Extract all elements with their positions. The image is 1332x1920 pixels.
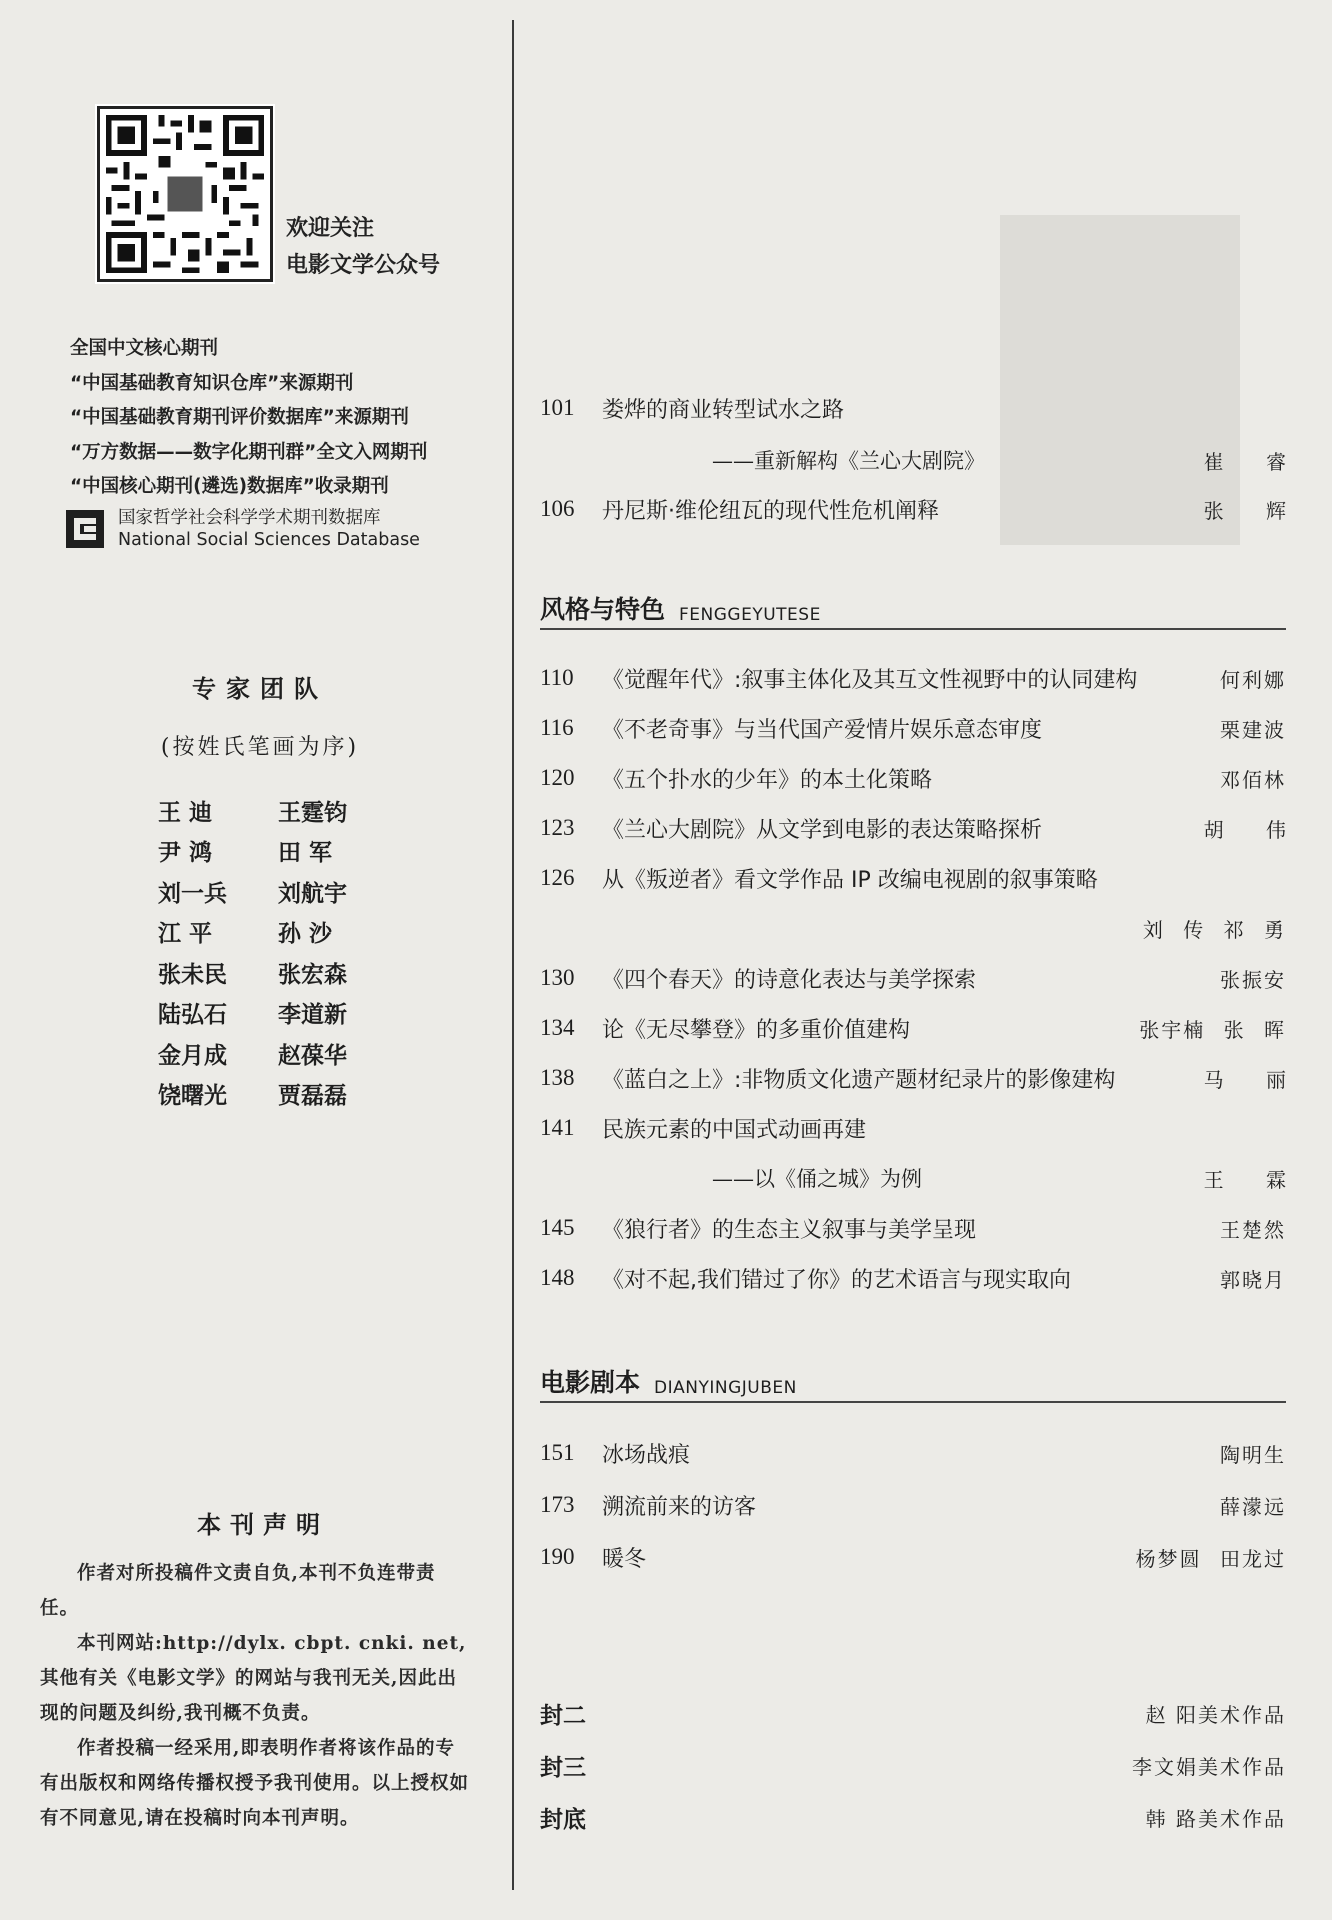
expert-row [158, 912, 398, 953]
section-title-en: FENGGEYUTESE [679, 605, 821, 625]
expert-name: 李道新 [278, 1002, 347, 1029]
toc-author: 王 霖 [1203, 1167, 1304, 1192]
toc-title: 暖冬 [602, 1546, 647, 1572]
toc-page: 106 [540, 496, 575, 521]
section-header [540, 1361, 1286, 1403]
toc-page: 173 [540, 1492, 575, 1517]
toc-author: 马 丽 [1203, 1067, 1304, 1092]
nssd-block [66, 507, 420, 551]
indexing-item: “万方数据——数字化期刊群”全文入网期刊 [70, 441, 428, 463]
toc-entry [540, 758, 1286, 798]
toc-entry [540, 440, 1304, 480]
toc-author: 刘 传 祁 勇 [1142, 917, 1286, 942]
nssd-name-zh: 国家哲学社会科学学术期刊数据库 [118, 508, 381, 528]
section-title-en: DIANYINGJUBEN [654, 1378, 797, 1398]
expert-name: 陆弘石 [158, 1002, 227, 1029]
cover-entry [540, 1797, 1286, 1837]
toc-entry [540, 858, 1286, 898]
cover-author: 韩 路美术作品 [1145, 1806, 1286, 1831]
toc-entry [540, 808, 1304, 848]
expert-name: 王 迪 [158, 799, 213, 826]
indexing-list [70, 332, 427, 505]
toc-subtitle: ——以《俑之城》为例 [712, 1167, 922, 1191]
toc-author: 张宇楠 张 晖 [1139, 1017, 1286, 1042]
toc-entry [540, 1058, 1304, 1098]
toc-entry [540, 388, 1286, 428]
section-title-zh: 电影剧本 [540, 1368, 641, 1397]
expert-team-title: 专家团队 [192, 674, 328, 703]
toc-title: 《对不起,我们错过了你》的艺术语言与现实取向 [602, 1267, 1071, 1293]
toc-title: 论《无尽攀登》的多重价值建构 [602, 1017, 911, 1043]
toc-page: 190 [540, 1544, 575, 1569]
toc-entry [540, 1258, 1286, 1298]
toc-page: 134 [540, 1015, 575, 1040]
toc-entry [540, 958, 1286, 998]
toc-page: 130 [540, 965, 575, 990]
toc-page: 116 [540, 715, 574, 740]
expert-name: 尹 鸿 [158, 840, 213, 867]
cover-author: 李文娟美术作品 [1132, 1754, 1286, 1779]
expert-name: 江 平 [158, 921, 213, 948]
expert-name: 贾磊磊 [278, 1083, 347, 1110]
expert-row [158, 1074, 398, 1115]
toc-page: 148 [540, 1265, 575, 1290]
toc-entry [540, 1008, 1286, 1048]
toc-entry [540, 658, 1286, 698]
expert-row [158, 952, 398, 993]
toc-title: 《狼行者》的生态主义叙事与美学呈现 [602, 1217, 977, 1243]
toc-author: 杨梦圆 田龙过 [1135, 1546, 1286, 1571]
toc-title: 溯流前来的访客 [602, 1494, 757, 1520]
toc-title: 从《叛逆者》看文学作品 IP 改编电视剧的叙事策略 [602, 867, 1098, 893]
toc-author: 郭晓月 [1220, 1267, 1286, 1292]
toc-author: 陶明生 [1220, 1442, 1286, 1467]
nssd-logo-icon [66, 510, 104, 548]
toc-entry [540, 1433, 1286, 1473]
toc-author: 薛濛远 [1220, 1494, 1286, 1519]
toc-title: 《四个春天》的诗意化表达与美学探索 [602, 967, 977, 993]
toc-title: 《五个扑水的少年》的本土化策略 [602, 767, 933, 793]
toc-subtitle: ——重新解构《兰心大剧院》 [712, 449, 985, 473]
toc-title: 《觉醒年代》:叙事主体化及其互文性视野中的认同建构 [602, 667, 1138, 693]
expert-name: 王霆钧 [278, 799, 347, 826]
expert-name: 孙 沙 [278, 921, 333, 948]
expert-team-note: (按姓氏笔画为序) [160, 735, 360, 760]
toc-page: 151 [540, 1440, 575, 1465]
toc-page: 120 [540, 765, 575, 790]
toc-author: 栗建波 [1220, 717, 1286, 742]
follow-text [286, 210, 440, 284]
qr-code-icon [100, 109, 270, 279]
toc-title: 民族元素的中国式动画再建 [602, 1117, 867, 1143]
follow-line: 电影文学公众号 [286, 253, 441, 278]
expert-name: 刘航宇 [278, 880, 347, 907]
expert-name: 饶曙光 [158, 1083, 227, 1110]
wechat-qr-code [97, 106, 273, 282]
toc-author: 张 辉 [1203, 498, 1304, 523]
toc-author: 崔 睿 [1203, 449, 1304, 474]
toc-author: 何利娜 [1220, 667, 1286, 692]
declaration-paragraph: 本刊网站:http://dylx. cbpt. cnki. net,其他有关《电影文学》的网站与我刊无关,因此出现的问题及纠纷,我刊概不负责。 [40, 1633, 467, 1724]
toc-entry [540, 708, 1286, 748]
indexing-item: “中国基础教育期刊评价数据库”来源期刊 [70, 407, 409, 428]
expert-row [158, 1033, 398, 1074]
indexing-item: “中国核心期刊(遴选)数据库”收录期刊 [70, 476, 389, 497]
toc-page: 110 [540, 665, 574, 690]
expert-row [158, 871, 398, 912]
toc-entry [540, 1537, 1286, 1577]
toc-page: 123 [540, 815, 575, 840]
expert-row [158, 831, 398, 872]
declaration-title: 本刊声明 [197, 1510, 329, 1539]
toc-entry [540, 1208, 1286, 1248]
follow-line: 欢迎关注 [286, 216, 375, 241]
toc-title: 冰场战痕 [602, 1442, 691, 1468]
toc-title: 《兰心大剧院》从文学到电影的表达策略探析 [602, 817, 1043, 843]
indexing-item: 全国中文核心期刊 [70, 338, 219, 359]
section-title-zh: 风格与特色 [540, 595, 666, 624]
expert-name: 田 军 [278, 840, 333, 867]
cover-label: 封二 [540, 1702, 586, 1729]
toc-entry [540, 489, 1304, 529]
cover-entry [540, 1745, 1286, 1785]
toc-page: 101 [540, 395, 575, 420]
toc-page: 141 [540, 1115, 575, 1140]
section-header [540, 588, 1286, 630]
toc-title: 《蓝白之上》:非物质文化遗产题材纪录片的影像建构 [602, 1067, 1116, 1093]
toc-page: 126 [540, 865, 575, 890]
expert-list [158, 790, 398, 1114]
expert-name: 赵葆华 [278, 1042, 347, 1069]
toc-entry [540, 1485, 1286, 1525]
toc-entry [540, 908, 1286, 948]
declaration-paragraph: 作者投稿一经采用,即表明作者将该作品的专有出版权和网络传播权授予我刊使用。以上授权如有不同意见,请在投稿时向本刊声明。 [40, 1738, 470, 1829]
cover-label: 封三 [540, 1754, 586, 1781]
toc-title: 丹尼斯·维伦纽瓦的现代性危机阐释 [602, 498, 939, 524]
declaration-body [40, 1556, 470, 1836]
toc-entry [540, 1158, 1304, 1198]
declaration-paragraph: 作者对所投稿件文责自负,本刊不负连带责任。 [40, 1563, 436, 1619]
indexing-item: “中国基础教育知识仓库”来源期刊 [70, 372, 354, 394]
nssd-name-en: National Social Sciences Database [118, 530, 420, 550]
expert-row [158, 790, 398, 831]
expert-name: 刘一兵 [158, 880, 227, 907]
expert-name: 张宏森 [278, 961, 347, 988]
toc-page: 145 [540, 1215, 575, 1240]
toc-author: 胡 伟 [1203, 817, 1304, 842]
toc-entry [540, 1108, 1286, 1148]
toc-author: 王楚然 [1220, 1217, 1286, 1242]
toc-page: 138 [540, 1065, 575, 1090]
expert-row [158, 993, 398, 1034]
cover-author: 赵 阳美术作品 [1145, 1702, 1286, 1727]
cover-label: 封底 [540, 1806, 586, 1833]
expert-name: 金月成 [158, 1042, 227, 1069]
toc-author: 邓佰林 [1220, 767, 1286, 792]
expert-name: 张未民 [158, 961, 227, 988]
cover-entry [540, 1693, 1286, 1733]
toc-author: 张振安 [1220, 967, 1286, 992]
column-divider [512, 20, 514, 1890]
toc-title: 娄烨的商业转型试水之路 [602, 397, 845, 423]
toc-title: 《不老奇事》与当代国产爱情片娱乐意态审度 [602, 717, 1043, 743]
